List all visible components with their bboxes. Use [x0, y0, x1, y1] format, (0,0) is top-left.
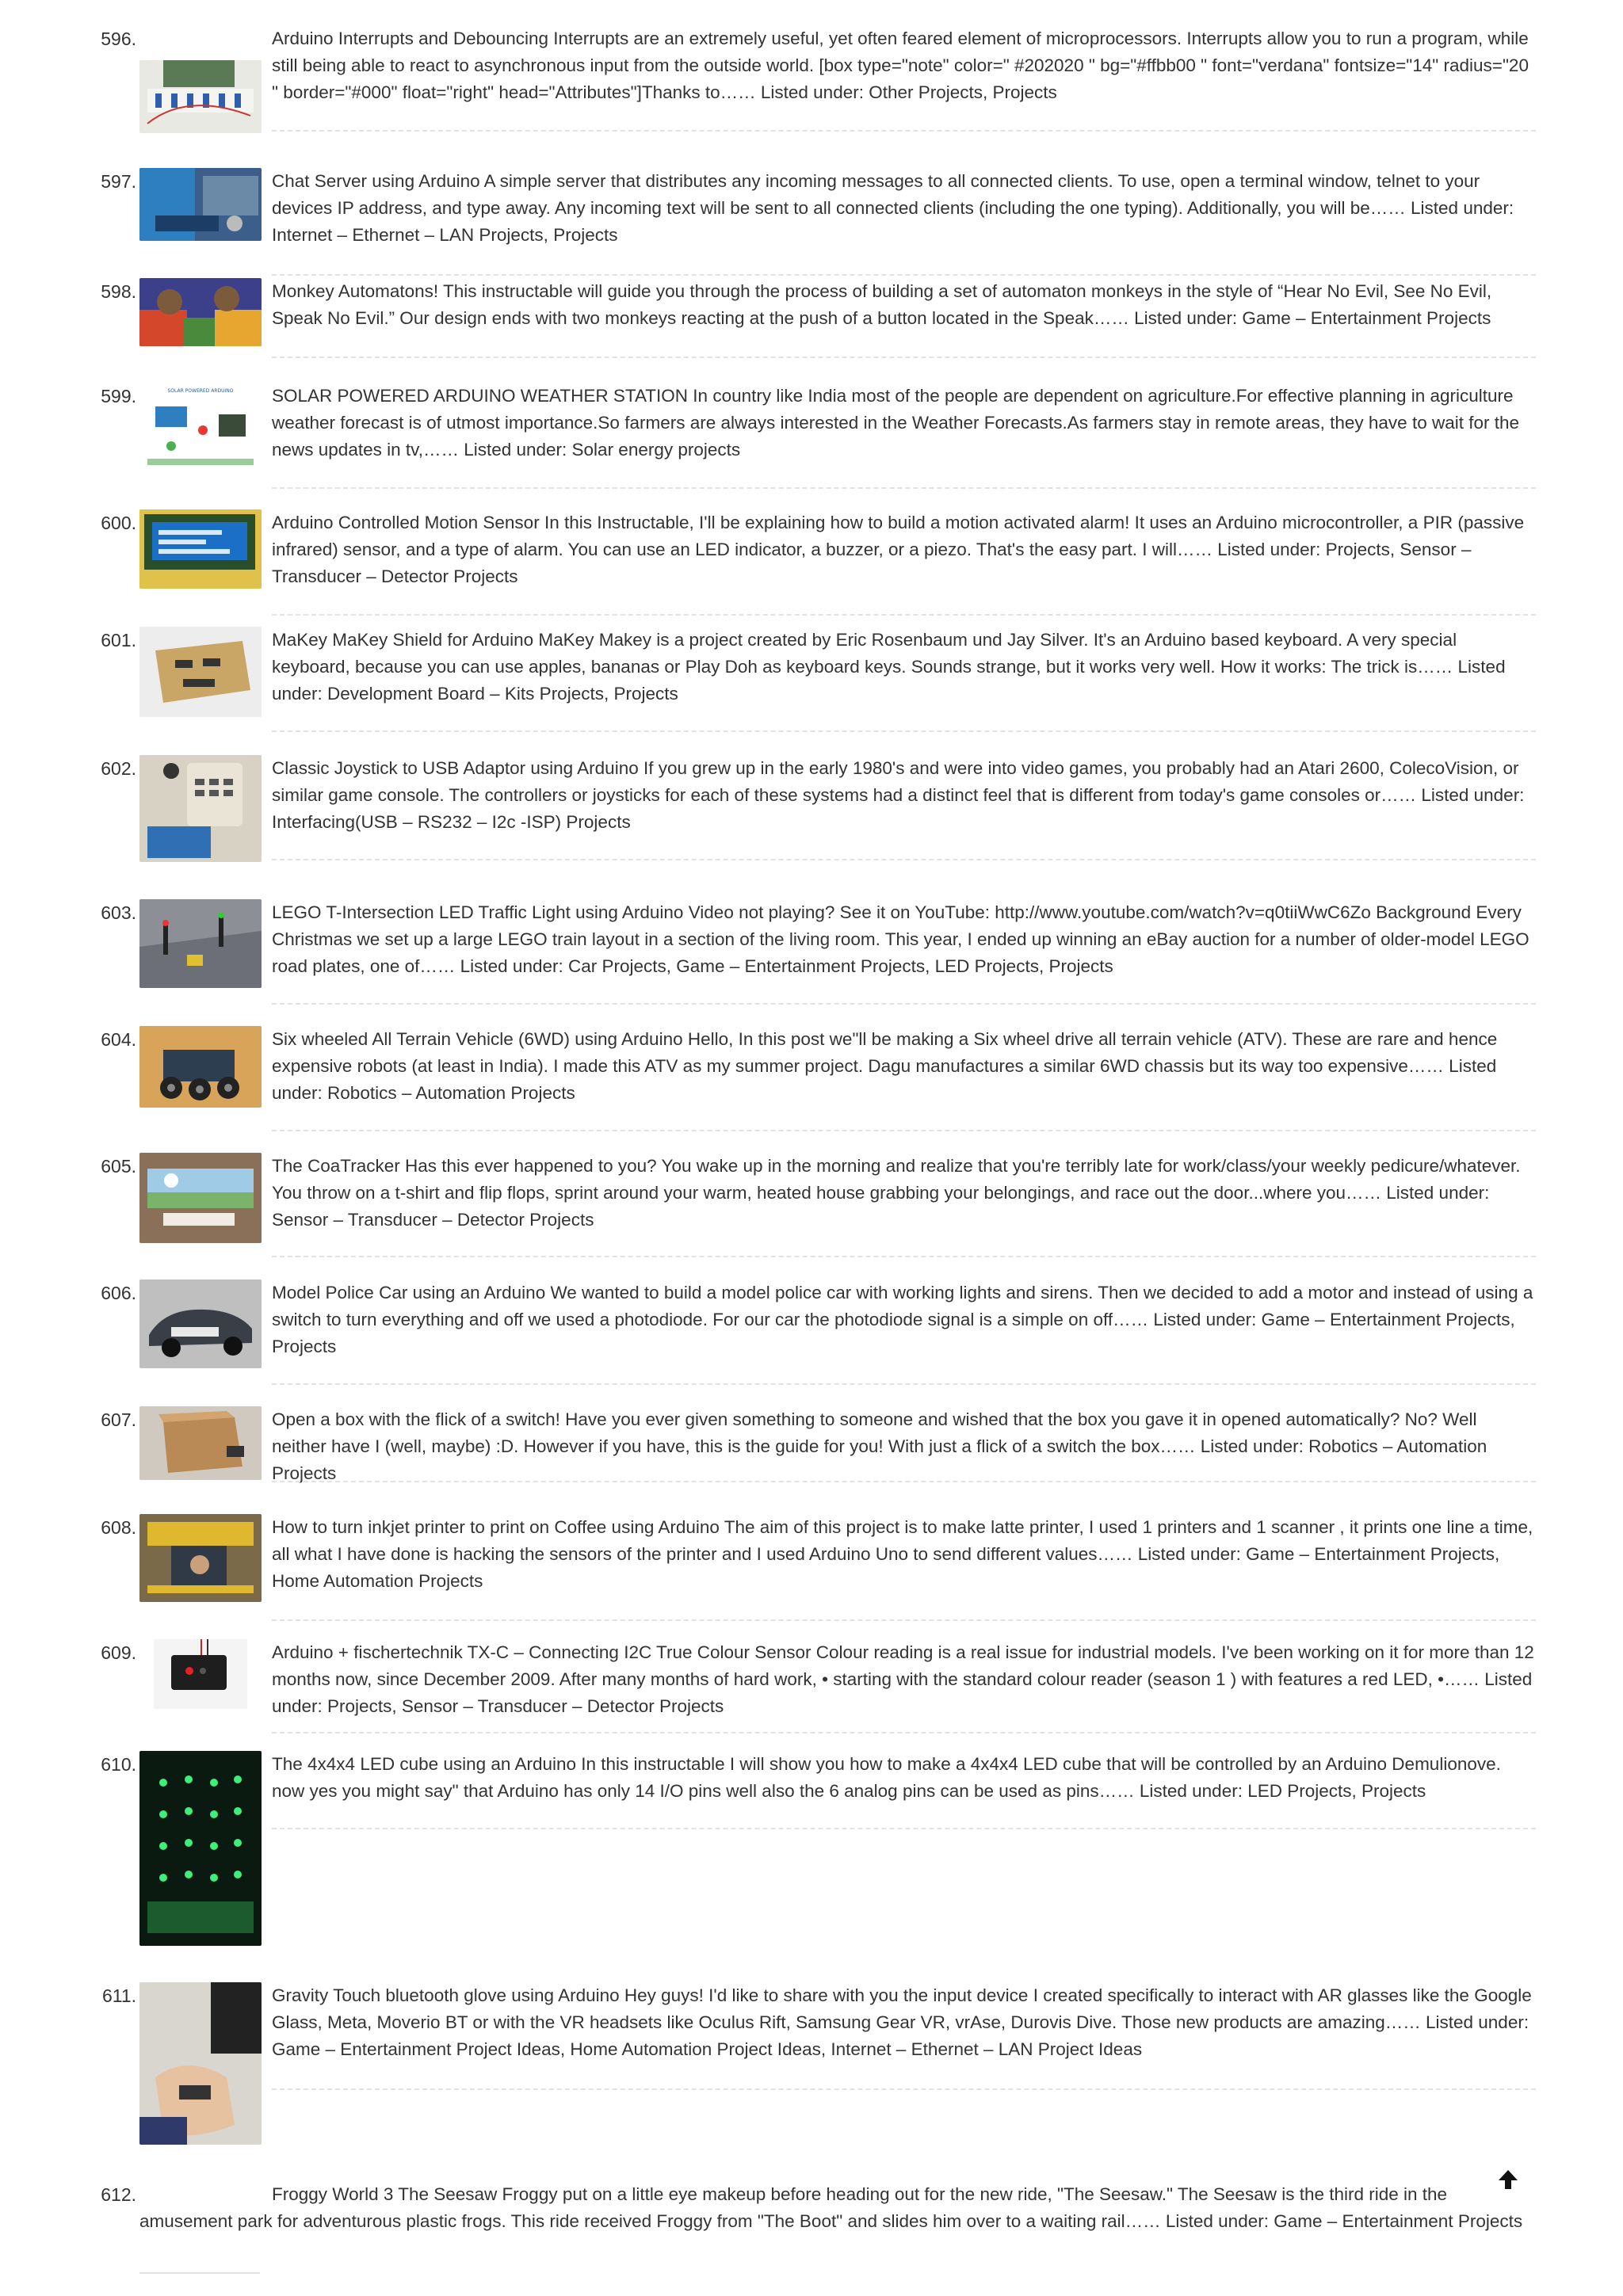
item-description[interactable]: LEGO T-Intersection LED Traffic Light using Arduino Video not playing? See it on YouTube: http://www.youtube.com/watch?v=q0tiiWwC6Zo Background Every Christmas we set up a large LEGO train layout in a section of the living room. This year, I ended up winning an eBay auction for a number of older-model LEGO road plates, one of…… Listed under: Car Projects, Game – Entertainment Projects, LED Projects, Projects — [272, 902, 1529, 976]
thumbnail-cardboard-box[interactable] — [139, 1406, 262, 1480]
separator — [272, 859, 1536, 860]
separator — [272, 487, 1536, 489]
thumbnail-arduino-board[interactable] — [139, 168, 262, 241]
item-number: 610. — [101, 1754, 136, 1775]
cardboard-box-photo-icon — [139, 1406, 262, 1480]
item-number: 608. — [101, 1517, 136, 1538]
item-description[interactable]: SOLAR POWERED ARDUINO WEATHER STATION In country like India most of the people are dependent on agriculture.For effective planning in agriculture weather forecast is of utmost importance.So farmers are always interested in the Weather Forecasts.As farmers stay in remote areas, they have to wait for the news updates in tv,…… Listed under: Solar energy projects — [272, 386, 1520, 460]
coatracker-photo-icon — [139, 1153, 262, 1243]
item-number: 596. — [101, 29, 136, 49]
item-number: 602. — [101, 758, 136, 779]
separator — [272, 1383, 1536, 1385]
latte-printer-photo-icon — [139, 1514, 262, 1602]
separator — [272, 1256, 1536, 1257]
separator — [272, 2088, 1536, 2090]
separator — [272, 1828, 1536, 1829]
separator — [272, 1481, 1536, 1482]
item-description[interactable]: How to turn inkjet printer to print on Coffee using Arduino The aim of this project is to make latte printer, I used 1 printers and 1 scanner , it prints one line a time, all what I have done is hacking the sensors of the printer and I used Arduino Uno to send different values…… Listed under: Game – Entertainment Projects, Home Automation Projects — [272, 1517, 1533, 1591]
item-number: 607. — [101, 1409, 136, 1430]
weather-station-diagram-icon — [139, 383, 262, 471]
separator — [272, 130, 1536, 132]
item-description[interactable]: The 4x4x4 LED cube using an Arduino In this instructable I will show you how to make a 4x4x4 LED cube that will be controlled by an Arduino Demulionove. now yes you might say" that Arduino has only 14 I/O pins well also the 6 analog pins can be used as pins…… Listed under: LED Projects, Projects — [272, 1754, 1501, 1801]
item-description[interactable]: Model Police Car using an Arduino We wanted to build a model police car with working lights and sirens. Then we decided to add a motor and instead of using a switch to turn everything and off we used a photodiode. For our car the photodiode signal is a simple on off…… Listed under: Game – Entertainment Projects, Projects — [272, 1283, 1533, 1356]
item-number: 612. — [101, 2184, 136, 2205]
lego-traffic-light-photo-icon — [139, 899, 262, 988]
thumbnail-weather-station[interactable] — [139, 383, 262, 471]
thumbnail-police-car[interactable] — [139, 1280, 262, 1368]
item-number: 601. — [101, 630, 136, 650]
item-number: 603. — [101, 902, 136, 923]
item-number: 600. — [101, 513, 136, 533]
item-number: 605. — [101, 1156, 136, 1177]
item-description[interactable]: Open a box with the flick of a switch! Have you ever given something to someone and wished that the box you gave it in opened automatically? No? Well neither have I (well, maybe) :D. However if you have, this is the guide for you! With just a flick of a switch the box…… Listed under: Robotics – Automation Projects — [272, 1409, 1487, 1483]
item-number: 604. — [101, 1029, 136, 1050]
separator — [272, 357, 1536, 358]
back-to-top-button[interactable] — [1496, 2168, 1520, 2191]
item-description[interactable]: The CoaTracker Has this ever happened to you? You wake up in the morning and realize that you're terribly late for work/class/your weekly pedicure/whatever. You throw on a t-shirt and flip flops, sprint around your warm, heated house grabbing your belongings, and race out the door...where you…… Listed under: Sensor – Transducer – Detector Projects — [272, 1156, 1521, 1230]
item-description[interactable]: Arduino + fischertechnik TX-C – Connecting I2C True Colour Sensor Colour reading is a real issue for industrial models. I've been working on it for more than 12 months now, since December 2009. After many months of hard work, • starting with the standard colour reader (season 1 ) with features a red LED, •…… Listed under: Projects, Sensor – Transducer – Detector Projects — [272, 1642, 1534, 1716]
thumbnail-motion-sensor[interactable] — [139, 509, 262, 589]
thumbnail-makey-shield[interactable] — [139, 627, 262, 717]
thumbnail-colour-sensor[interactable] — [154, 1639, 247, 1709]
thumbnail-lego-traffic-light[interactable] — [139, 899, 262, 988]
item-description[interactable]: Gravity Touch bluetooth glove using Arduino Hey guys! I'd like to share with you the input device I created specifically to interact with AR glasses like the Google Glass, Meta, Moverio BT or with the VR headsets like Oculus Rift, Samsung Gear VR, vrAse, Durovis Dive. Those new products are amazing…… Listed under: Game – Entertainment Project Ideas, Home Automation Project Ideas, Internet – Ethernet – LAN Project Ideas — [272, 1985, 1532, 2059]
svg-text:SOLAR POWERED ARDUINO: SOLAR POWERED ARDUINO — [167, 388, 234, 394]
item-number: 611. — [101, 1985, 136, 2006]
arrow-up-icon — [1496, 2168, 1520, 2191]
bluetooth-glove-photo-icon — [139, 1982, 262, 2145]
item-description[interactable]: Arduino Interrupts and Debouncing Interrupts are an extremely useful, yet often feared element of microprocessors. Interrupts allow you to run a program, while still being able to react to asynchronous input from the outside world. [box type="note" color=" #202020 " bg="#ffbb00 " font="verdana" fontsize="14" radius="20 " border="#000" float="right" head="Attributes"]Thanks to…… Listed under: Other Projects, Projects — [272, 29, 1529, 102]
thumbnail-latte-printer[interactable] — [139, 1514, 262, 1602]
separator — [272, 1130, 1536, 1131]
separator — [272, 614, 1536, 616]
item-number: 597. — [101, 171, 136, 192]
six-wheel-atv-photo-icon — [139, 1026, 262, 1108]
item-description[interactable]: Chat Server using Arduino A simple server that distributes any incoming messages to all connected clients. To use, open a terminal window, telnet to your devices IP address, and type away. Any incoming text will be sent to all connected clients (including the one typing). Additionally, you will be…… Listed under: Internet – Ethernet – LAN Projects, Projects — [272, 171, 1514, 245]
item-description[interactable]: Classic Joystick to USB Adaptor using Arduino If you grew up in the early 1980's and were into video games, you probably had an Atari 2600, ColecoVision, or similar game console. The controllers or joysticks for each of these systems had a distinct feel that is different from today's game consoles or…… Listed under: Interfacing(USB – RS232 – I2c -ISP) Projects — [272, 758, 1525, 832]
item-description[interactable]: Monkey Automatons! This instructable will guide you through the process of building a set of automaton monkeys in the style of “Hear No Evil, See No Evil, Speak No Evil.” Our design ends with two monkeys reacting at the push of a button located in the Speak…… Listed under: Game – Entertainment Projects — [272, 281, 1492, 328]
thumbnail-coatracker[interactable] — [139, 1153, 262, 1243]
thumbnail-placeholder-edge — [139, 2272, 260, 2274]
item-number: 598. — [101, 281, 136, 302]
arduino-board-photo-icon — [139, 168, 262, 241]
item-description[interactable]: Six wheeled All Terrain Vehicle (6WD) using Arduino Hello, In this post we"ll be making a Six wheel drive all terrain vehicle (ATV). These are rare and hence expensive robots (at least in India). I made this ATV as my summer project. Dagu manufactures a similar 6WD chassis but its way too expensive…… Listed under: Robotics – Automation Projects — [272, 1029, 1498, 1103]
item-number: 599. — [101, 386, 136, 406]
police-car-photo-icon — [139, 1280, 262, 1368]
separator — [272, 1732, 1536, 1733]
item-description[interactable]: Froggy World 3 The Seesaw Froggy put on a little eye makeup before heading out for the new ride, "The Seesaw." The Seesaw is the third ride in the amusement park for adventurous plastic frogs. This ride received Froggy from "The Boot" and slides him over to a waiting rail…… Listed under: Game – Entertainment Projects — [139, 2184, 1523, 2231]
lcd-motion-sensor-photo-icon — [139, 509, 262, 589]
separator — [272, 1619, 1536, 1621]
joystick-adaptor-photo-icon — [139, 755, 262, 862]
item-number: 606. — [101, 1283, 136, 1303]
thumbnail-led-cube[interactable] — [139, 1751, 262, 1946]
separator — [272, 730, 1536, 732]
thumbnail-joystick-adaptor[interactable] — [139, 755, 262, 862]
thumbnail-breadboard[interactable] — [139, 60, 262, 133]
item-description[interactable]: MaKey MaKey Shield for Arduino MaKey Makey is a project created by Eric Rosenbaum und Jay Silver. It's an Arduino based keyboard. A very special keyboard, because you can use apples, bananas or Play Doh as keyboard keys. Sounds strange, but it works very well. How it works: The trick is…… Listed under: Development Board – Kits Projects, Projects — [272, 630, 1506, 704]
thumbnail-six-wheel-atv[interactable] — [139, 1026, 262, 1108]
item-number: 609. — [101, 1642, 136, 1663]
item-description[interactable]: Arduino Controlled Motion Sensor In this Instructable, I'll be explaining how to build a motion activated alarm! It uses an Arduino microcontroller, a PIR (passive infrared) sensor, and a type of alarm. You can use an LED indicator, a buzzer, or a piezo. That's the easy part. I will…… Listed under: Projects, Sensor – Transducer – Detector Projects — [272, 513, 1525, 586]
led-cube-photo-icon — [139, 1751, 262, 1946]
separator — [272, 1003, 1536, 1005]
automaton-monkeys-photo-icon — [139, 278, 262, 346]
breadboard-photo-icon — [139, 60, 262, 133]
makey-shield-photo-icon — [139, 627, 262, 717]
separator — [272, 274, 1536, 276]
thumbnail-monkey-automatons[interactable] — [139, 278, 262, 346]
thumbnail-bluetooth-glove[interactable] — [139, 1982, 262, 2145]
colour-sensor-photo-icon — [154, 1639, 247, 1709]
